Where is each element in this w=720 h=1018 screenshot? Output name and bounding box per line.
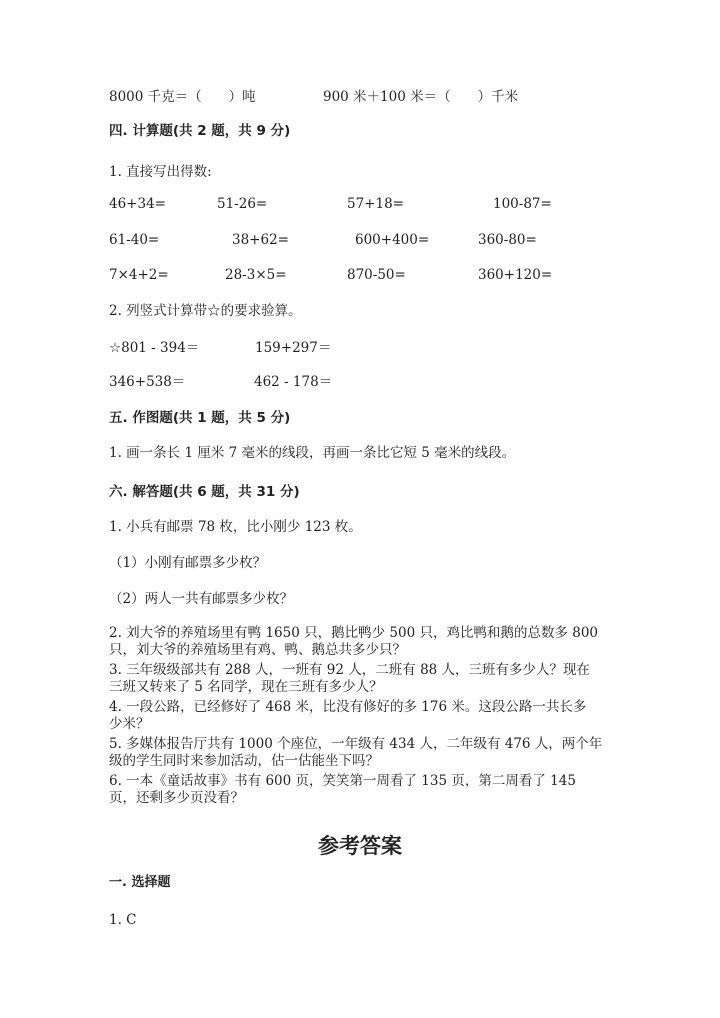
calc-item: 61-40= bbox=[109, 232, 160, 248]
calc-item: 7×4+2= bbox=[109, 267, 169, 283]
vertical-item: 346+538＝ bbox=[109, 374, 186, 390]
calc-item: 57+18= bbox=[347, 196, 404, 212]
calc-item: 870-50= bbox=[347, 267, 406, 283]
vertical-item: ☆801 - 394＝ bbox=[109, 340, 200, 356]
s4-q1: 1. 直接写出得数: bbox=[109, 164, 212, 180]
s6-question: 3. 三年级级部共有 288 人，一班有 92 人，二班有 88 人，三班有多少人？现在 bbox=[109, 662, 591, 678]
calc-item: 28-3×5= bbox=[225, 267, 287, 283]
calc-item: 360+120= bbox=[478, 267, 553, 283]
s4-q2: 2. 列竖式计算带☆的要求验算。 bbox=[109, 303, 302, 319]
answer-1: 1. C bbox=[109, 912, 137, 928]
s6-question: 5. 多媒体报告厅共有 1000 个座位，一年级有 434 人，二年级有 476 人，两个年 bbox=[109, 736, 603, 752]
section6-heading: 六. 解答题(共 6 题，共 31 分) bbox=[109, 484, 300, 500]
s6-question-cont: 少米？ bbox=[109, 716, 150, 732]
s6-question: 4. 一段公路，已经修好了 468 米，比没有修好的多 176 米。这段公路一共长多 bbox=[109, 699, 587, 715]
section5-heading: 五. 作图题(共 1 题，共 5 分) bbox=[109, 410, 291, 426]
fill-blank-2: 900 米＋100 米＝（ ）千米 bbox=[323, 89, 519, 105]
s6-question-cont: 级的学生同时来参加活动，估一估能坐下吗？ bbox=[109, 753, 379, 769]
answers-heading: 一. 选择题 bbox=[109, 875, 171, 890]
calc-item: 100-87= bbox=[493, 196, 552, 212]
s6-question: 6. 一本《童话故事》书有 600 页，笑笑第一周看了 135 页，第二周看了 145 bbox=[109, 773, 576, 789]
s6-q1b: （2）两人一共有邮票多少枚？ bbox=[109, 591, 294, 607]
s6-q1: 1. 小兵有邮票 78 枚，比小刚少 123 枚。 bbox=[109, 519, 362, 535]
s6-question-cont: 三班又转来了 5 名同学，现在三班有多少人？ bbox=[109, 679, 383, 695]
s6-question-cont: 只，刘大爷的养殖场里有鸡、鸭、鹅总共多少只？ bbox=[109, 642, 406, 658]
vertical-item: 159+297＝ bbox=[255, 340, 332, 356]
s6-q1a: （1）小刚有邮票多少枚？ bbox=[109, 555, 267, 571]
fill-blank-1: 8000 千克＝（ ）吨 bbox=[109, 89, 256, 105]
vertical-item: 462 - 178＝ bbox=[254, 374, 333, 390]
calc-item: 51-26= bbox=[217, 196, 268, 212]
s6-question-cont: 页，还剩多少页没看？ bbox=[109, 790, 244, 806]
calc-item: 600+400= bbox=[355, 232, 430, 248]
section4-heading: 四. 计算题(共 2 题，共 9 分) bbox=[109, 123, 291, 139]
calc-item: 38+62= bbox=[232, 232, 289, 248]
calc-item: 46+34= bbox=[109, 196, 166, 212]
calc-item: 360-80= bbox=[478, 232, 537, 248]
answers-title: 参考答案 bbox=[318, 833, 402, 858]
s6-question: 2. 刘大爷的养殖场里有鸭 1650 只，鹅比鸭少 500 只，鸡比鸭和鹅的总数多 800 bbox=[109, 625, 599, 641]
s5-q1: 1. 画一条长 1 厘米 7 毫米的线段，再画一条比它短 5 毫米的线段。 bbox=[109, 445, 516, 461]
